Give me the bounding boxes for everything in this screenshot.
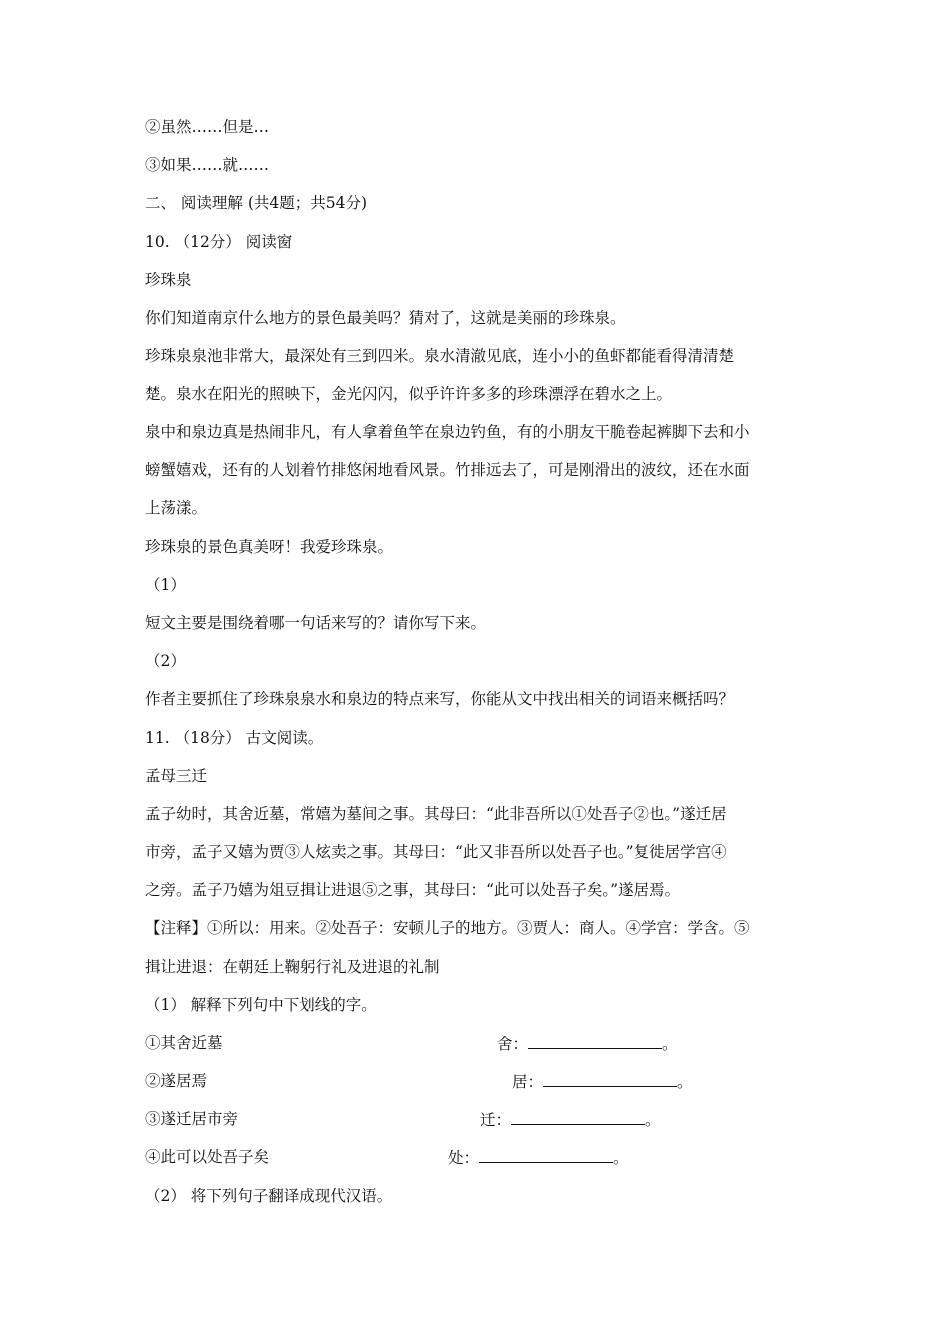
fill-item-end: 。 [662,1035,678,1053]
passage-title: 珍珠泉 [145,271,192,289]
sub-question-instruction: （2） 将下列句子翻译成现代汉语。 [145,1187,393,1205]
sub-question-text: 作者主要抓住了珍珠泉泉水和泉边的特点来写，你能从文中找出相关的词语来概括吗？ [145,690,735,708]
fill-item-answer [480,1109,661,1130]
sub-question-number: （2） [145,652,186,670]
passage-paragraph-3-line-3: 上荡漾。 [145,499,208,517]
passage-paragraph-3-line-1: 泉中和泉边真是热闹非凡，有人拿着鱼竿在泉边钓鱼，有的小朋友干脆卷起裤脚下去和小 [145,423,750,441]
annotation-line-1: 【注释】①所以：用来。②处吾子：安顿儿子的地方。③贾人：商人。④学宫：学含。⑤ [145,919,750,937]
fill-item-answer [448,1147,629,1168]
question-11-header: 11. （18分） 古文阅读。 [145,729,324,747]
section-title: 二、 阅读理解 (共4题；共54分) [145,194,368,212]
annotation-line-2: 揖让进退：在朝廷上鞠躬行礼及进退的礼制 [145,958,440,976]
fill-item-end: 。 [677,1073,693,1091]
answer-blank[interactable] [479,1147,613,1163]
fill-item-sentence: ④此可以处吾子矣 [145,1148,270,1166]
passage-paragraph-2-line-1: 珍珠泉泉池非常大，最深处有三到四米。泉水清澈见底，连小小的鱼虾都能看得清清楚 [145,347,735,365]
answer-blank[interactable] [528,1033,662,1049]
fill-item [145,1071,825,1091]
classical-text-line-1: 孟子幼时，其舍近墓，常嬉为墓间之事。其母曰：“此非吾所以①处吾子②也。”遂迁居 [145,805,727,823]
fill-item [145,1033,825,1053]
classical-text-title: 孟母三迁 [145,767,208,785]
fill-item-end: 。 [645,1111,661,1129]
fill-item [145,1147,825,1167]
fill-item [145,1109,825,1129]
passage-paragraph-4: 珍珠泉的景色真美呀！我爱珍珠泉。 [145,538,394,556]
passage-paragraph-3-line-2: 螃蟹嬉戏，还有的人划着竹排悠闲地看风景。竹排远去了，可是刚滑出的波纹，还在水面 [145,461,750,479]
option-line-2: ②虽然……但是… [145,118,270,136]
passage-paragraph-1: 你们知道南京什么地方的景色最美吗？猜对了，这就是美丽的珍珠泉。 [145,309,626,327]
classical-text-line-3: 之旁。孟子乃嬉为俎豆揖让进退⑤之事，其母曰：“此可以处吾子矣。”遂居焉。 [145,881,681,899]
answer-blank[interactable] [511,1109,645,1125]
classical-text-line-2: 市旁，孟子又嬉为贾③人炫卖之事。其母曰：“此又非吾所以处吾子也。”复徙居学宫④ [145,843,727,861]
passage-paragraph-2-line-2: 楚。泉水在阳光的照映下，金光闪闪，似乎许许多多的珍珠漂浮在碧水之上。 [145,385,673,403]
sub-question-number: （1） [145,576,186,594]
fill-item-sentence: ①其舍近墓 [145,1034,223,1052]
fill-item-key: 处： [448,1149,480,1167]
answer-blank[interactable] [543,1071,677,1087]
fill-item-sentence: ②遂居焉 [145,1072,208,1090]
fill-item-key: 居： [512,1073,544,1091]
fill-item-end: 。 [613,1149,629,1167]
fill-item-answer [512,1071,693,1092]
fill-item-key: 舍： [497,1035,529,1053]
question-10-header: 10. （12分） 阅读窗 [145,233,293,251]
fill-item-answer [497,1033,678,1054]
option-line-3: ③如果……就…… [145,156,270,174]
fill-item-key: 迁： [480,1111,512,1129]
fill-item-sentence: ③遂迁居市旁 [145,1110,239,1128]
sub-question-instruction: （1） 解释下列句中下划线的字。 [145,996,377,1014]
sub-question-text: 短文主要是围绕着哪一句话来写的？请你写下来。 [145,614,487,632]
